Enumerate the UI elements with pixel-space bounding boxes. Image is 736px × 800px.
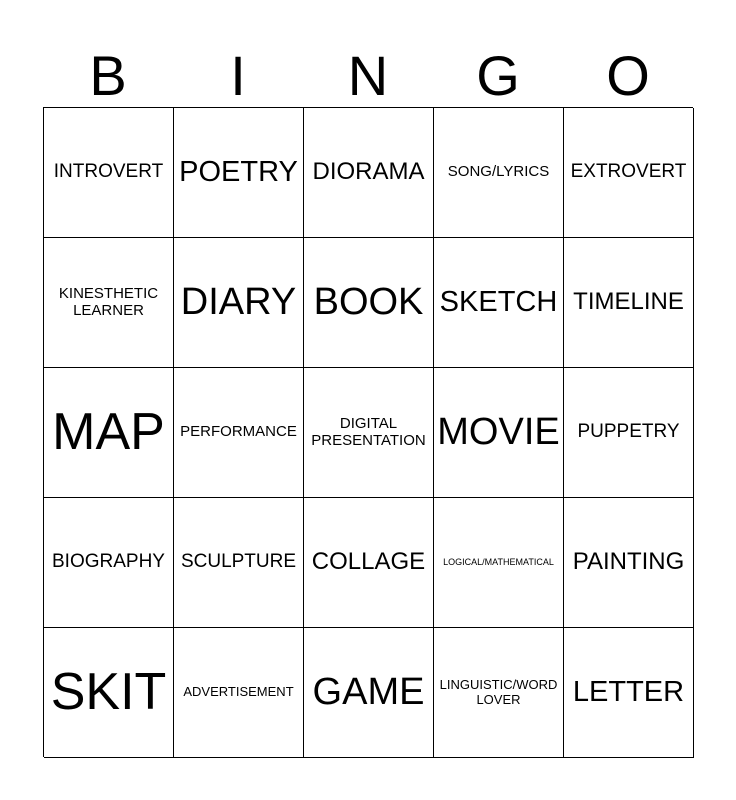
cell-label: PUPPETRY [577,421,680,443]
cell-label: DIARY [180,280,297,323]
bingo-cell-r1-c0[interactable] [44,238,174,368]
cell-label: SKIT [50,662,167,721]
bingo-cell-r1-c1[interactable] [174,238,304,368]
cell-label: LOGICAL/MATHEMATICAL [443,556,554,567]
header-letter-n: N [347,44,389,107]
bingo-cell-r4-c4[interactable] [564,628,694,758]
bingo-cell-r2-c4[interactable] [564,368,694,498]
bingo-cell-r0-c0[interactable] [44,108,174,238]
bingo-cell-r2-c1[interactable] [174,368,304,498]
cell-label: GAME [312,670,425,713]
cell-label: KINESTHETIC LEARNER [58,285,159,319]
bingo-header [43,44,693,108]
cell-label: DIGITAL PRESENTATION [311,415,426,449]
cell-label: PERFORMANCE [180,423,297,441]
header-letter-o: O [606,44,650,107]
bingo-cell-r1-c3[interactable] [434,238,564,368]
cell-label: POETRY [179,155,298,188]
cell-label: INTROVERT [53,161,164,183]
bingo-cell-r3-c2[interactable] [304,498,434,628]
cell-label: LETTER [572,675,685,708]
cell-label: COLLAGE [311,548,426,576]
bingo-board [43,107,693,757]
bingo-cell-r0-c1[interactable] [174,108,304,238]
bingo-cell-r0-c4[interactable] [564,108,694,238]
bingo-cell-r3-c1[interactable] [174,498,304,628]
header-letter-i: I [230,44,246,107]
bingo-cell-r4-c2[interactable] [304,628,434,758]
cell-label: MAP [52,402,165,461]
cell-label: SKETCH [439,285,558,318]
cell-label: PAINTING [572,548,685,576]
cell-label: SONG/LYRICS [447,163,550,181]
bingo-cell-r4-c1[interactable] [174,628,304,758]
bingo-cell-r0-c3[interactable] [434,108,564,238]
header-letter-g: G [476,44,520,107]
cell-label: EXTROVERT [570,161,687,183]
bingo-cell-r3-c4[interactable] [564,498,694,628]
bingo-cell-r1-c4[interactable] [564,238,694,368]
bingo-cell-r3-c0[interactable] [44,498,174,628]
cell-label: DIORAMA [312,158,425,186]
cell-label: SCULPTURE [180,551,297,573]
bingo-cell-r4-c3[interactable] [434,628,564,758]
bingo-cell-r2-c2[interactable] [304,368,434,498]
cell-label: MOVIE [437,410,560,453]
bingo-cell-r3-c3[interactable] [434,498,564,628]
cell-label: ADVERTISEMENT [183,684,294,700]
cell-label: TIMELINE [573,288,684,316]
bingo-cell-r2-c0[interactable] [44,368,174,498]
bingo-cell-r0-c2[interactable] [304,108,434,238]
cell-label: LINGUISTIC/WORD LOVER [439,677,558,707]
header-letter-b: B [89,44,127,107]
cell-label: BOOK [313,280,424,323]
bingo-cell-r4-c0[interactable] [44,628,174,758]
cell-label: BIOGRAPHY [52,551,165,573]
bingo-cell-r2-c3[interactable] [434,368,564,498]
bingo-cell-r1-c2[interactable] [304,238,434,368]
